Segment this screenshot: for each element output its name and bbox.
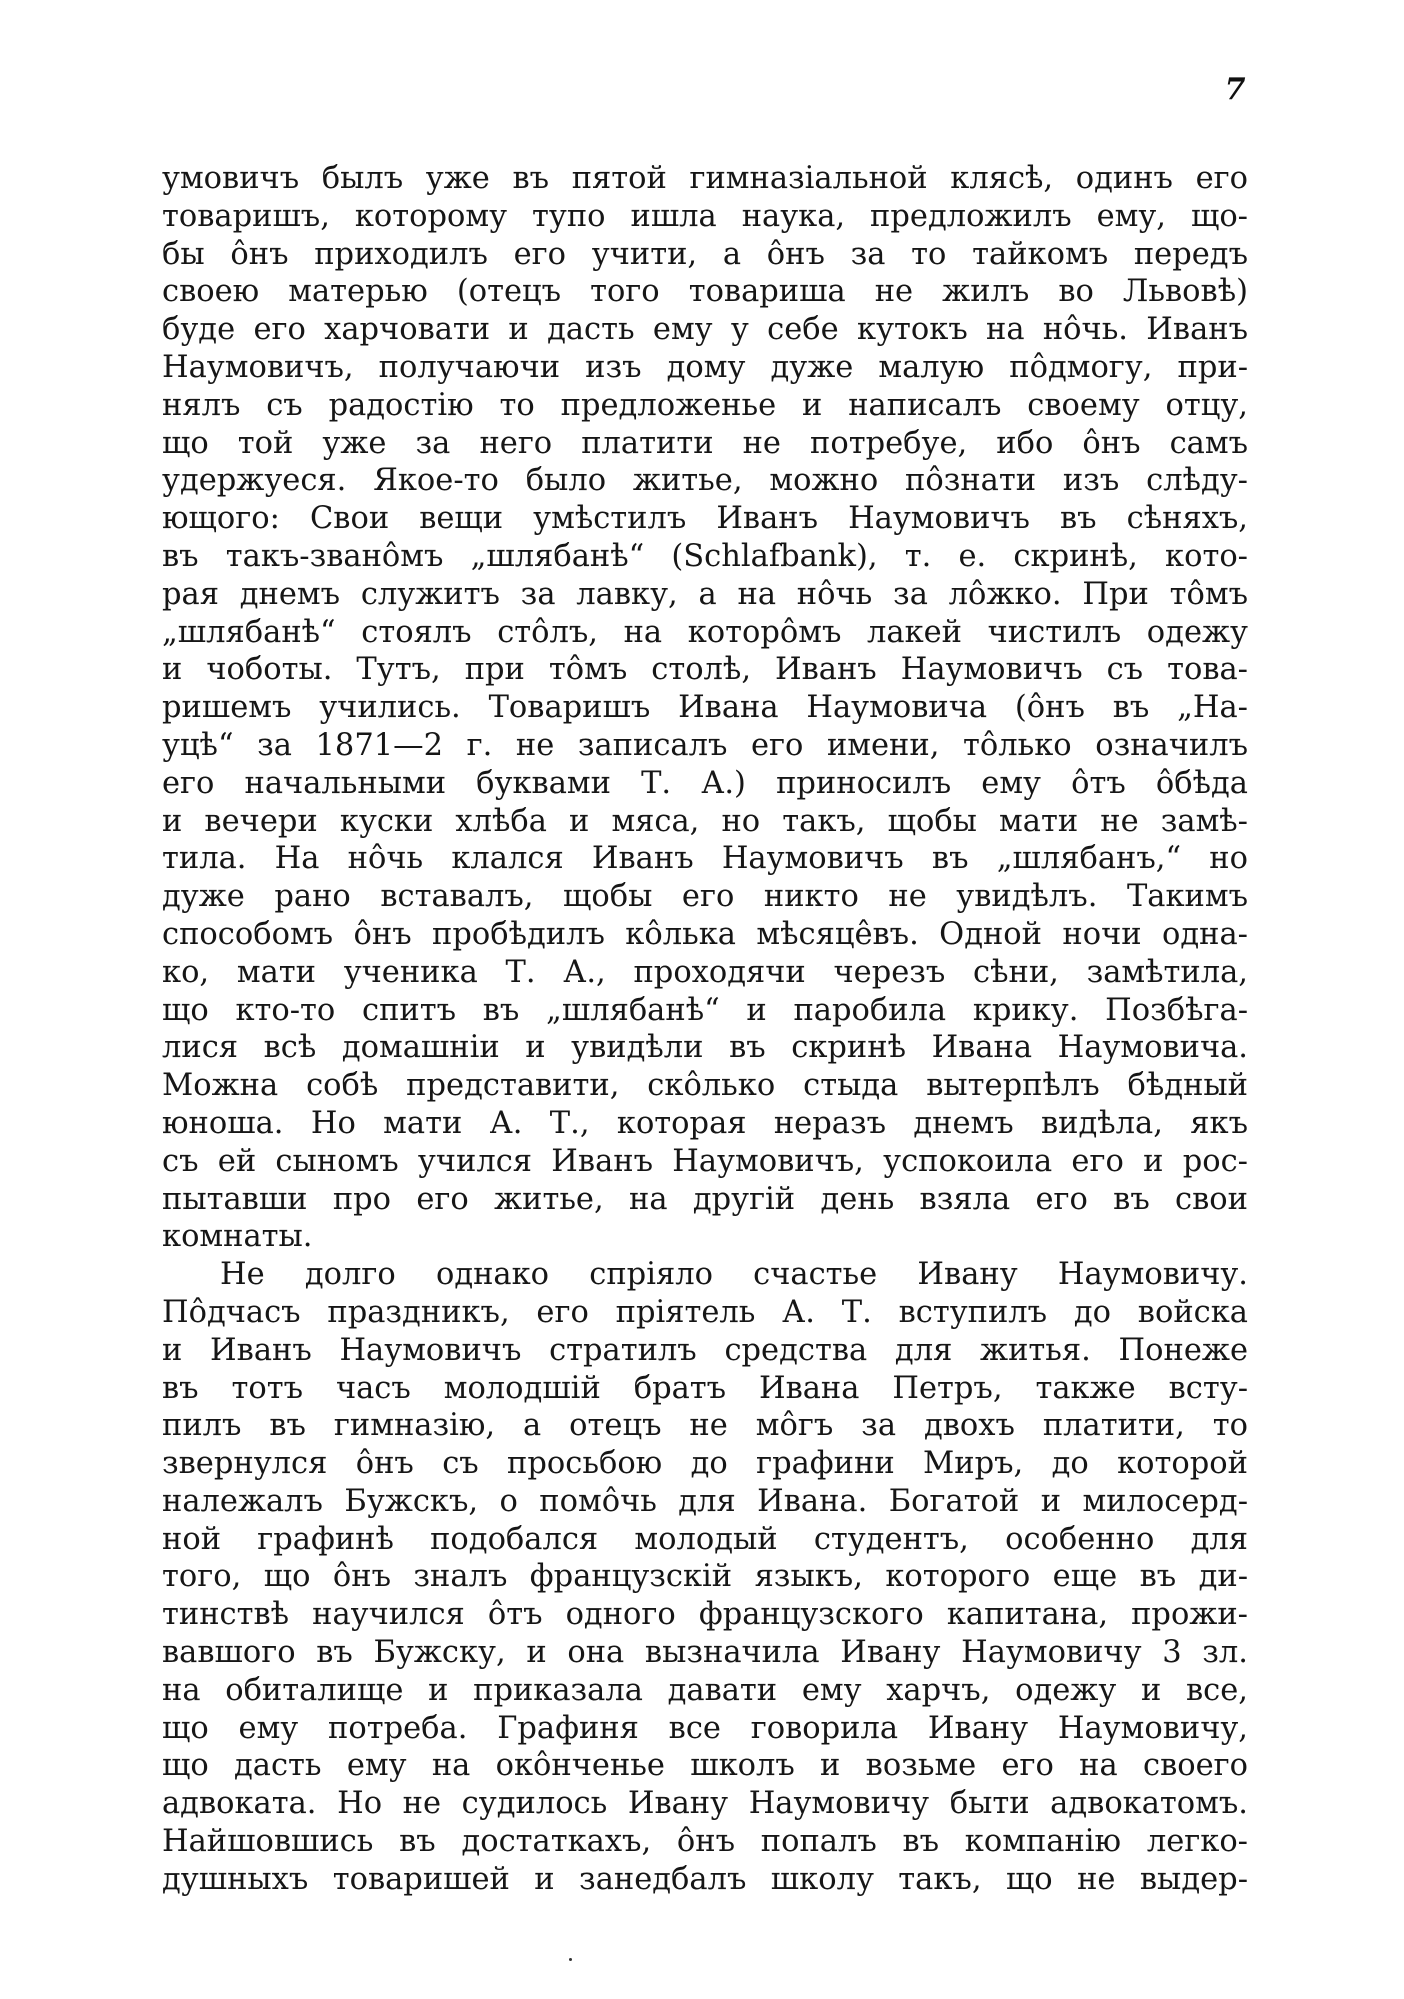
text-line: належалъ Бужскъ, о помôчь для Ивана. Богатой и милосерд-	[162, 1483, 1248, 1519]
text-line: въ такъ-званôмъ „шлябанѣ“ (Schlafbank), т. е. скринѣ, кото-	[162, 538, 1248, 574]
text-line: звернулся ôнъ съ просьбою до графини Миръ, до которой	[162, 1446, 1248, 1482]
text-line: що той уже за него платити не потребуе, ибо ôнъ самъ	[162, 425, 1248, 461]
paragraph-end-line: комнаты.	[162, 1219, 313, 1255]
text-line: и Иванъ Наумовичъ стратилъ средства для житья. Понеже	[162, 1332, 1248, 1368]
text-line: Можна собѣ представити, скôлько стыда вытерпѣлъ бѣдный	[162, 1068, 1248, 1104]
page-number: 7	[1224, 72, 1246, 107]
text-line: що дасть ему на окôнченье школъ и возьме его на своего	[162, 1748, 1248, 1784]
body-text	[162, 160, 1248, 1899]
text-line: „шлябанѣ“ стоялъ стôлъ, на которôмъ лакей чистилъ одежу	[162, 614, 1248, 650]
text-line: тинствѣ научился ôтъ одного французского капитана, прожи-	[162, 1597, 1248, 1633]
text-line: въ тотъ часъ молодшій братъ Ивана Петръ, также всту-	[162, 1370, 1248, 1406]
text-line: нялъ съ радостію то предложенье и написалъ своему отцу,	[162, 387, 1248, 423]
text-line: душныхъ товаришей и занедбалъ школу такъ, що не выдер-	[162, 1861, 1248, 1897]
text-line: Найшовшись въ достаткахъ, ôнъ попалъ въ компанію легко-	[162, 1824, 1248, 1860]
text-line: буде его харчовати и дасть ему у себе кутокъ на нôчь. Иванъ	[162, 312, 1248, 348]
text-line: товаришъ, которому тупо ишла наука, предложилъ ему, що-	[162, 198, 1248, 234]
text-line: юноша. Но мати А. Т., которая неразъ днемъ видѣла, якъ	[162, 1105, 1248, 1141]
text-line: его начальными буквами Т. А.) приносилъ ему ôтъ ôбѣда	[162, 765, 1248, 801]
text-line: способомъ ôнъ пробѣдилъ кôлька мѣсяцêвъ. Одной ночи одна-	[162, 916, 1248, 952]
text-line: що ему потреба. Графиня все говорила Ивану Наумовичу,	[162, 1710, 1248, 1746]
text-line: що кто-то спитъ въ „шлябанѣ“ и паробила крику. Позбѣга-	[162, 992, 1248, 1028]
text-line: пилъ въ гимназію, а отецъ не мôгъ за двохъ платити, то	[162, 1408, 1248, 1444]
text-line: своею матерью (отецъ того товариша не жилъ во Львовѣ)	[162, 274, 1248, 310]
text-line: Пôдчасъ праздникъ, его пріятель А. Т. вступилъ до войска	[162, 1294, 1248, 1330]
text-line: съ ей сыномъ учился Иванъ Наумовичъ, успокоила его и рос-	[162, 1143, 1248, 1179]
text-line: удержуеся. Якое-то было житье, можно пôзнати изъ слѣду-	[162, 463, 1248, 499]
text-line: рая днемъ служитъ за лавку, а на нôчь за лôжко. При тôмъ	[162, 576, 1248, 612]
text-line: и вечери куски хлѣба и мяса, но такъ, щобы мати не замѣ-	[162, 803, 1248, 839]
text-line: ко, мати ученика Т. А., проходячи черезъ сѣни, замѣтила,	[162, 954, 1248, 990]
text-line: адвоката. Но не судилось Ивану Наумовичу быти адвокатомъ.	[162, 1786, 1248, 1822]
text-line: тила. На нôчь клался Иванъ Наумовичъ въ „шлябанъ,“ но	[162, 841, 1248, 877]
text-line: ной графинѣ подобался молодый студентъ, особенно для	[162, 1521, 1248, 1557]
text-line: лися всѣ домашніи и увидѣли въ скринѣ Ивана Наумовича.	[162, 1030, 1248, 1066]
text-line: пытавши про его житье, на другій день взяла его въ свои	[162, 1181, 1248, 1217]
text-line: ришемъ учились. Товаришъ Ивана Наумовича (ôнъ въ „На-	[162, 690, 1248, 726]
text-line: ющого: Свои вещи умѣстилъ Иванъ Наумовичъ въ сѣняхъ,	[162, 501, 1248, 537]
text-line: дуже рано вставалъ, щобы его никто не увидѣлъ. Такимъ	[162, 879, 1248, 915]
text-line: Наумовичъ, получаючи изъ дому дуже малую пôдмогу, при-	[162, 349, 1248, 385]
paragraph-start-line: Не долго однако спріяло счастье Ивану Наумовичу.	[220, 1257, 1248, 1293]
text-line: того, що ôнъ зналъ французскій языкъ, которого еще въ ди-	[162, 1559, 1248, 1595]
text-line: умовичъ былъ уже въ пятой гимназіальной клясѣ, одинъ его	[162, 161, 1248, 196]
text-line: вавшого въ Бужску, и она вызначила Ивану Наумовичу 3 зл.	[162, 1635, 1248, 1671]
print-speck	[569, 1958, 572, 1961]
text-line: и чоботы. Тутъ, при тôмъ столѣ, Иванъ Наумовичъ съ това-	[162, 652, 1248, 688]
text-line: на обиталище и приказала давати ему харчъ, одежу и все,	[162, 1672, 1248, 1708]
text-line: уцѣ“ за 1871—2 г. не записалъ его имени, тôлько означилъ	[162, 727, 1248, 763]
text-line: бы ôнъ приходилъ его учити, а ôнъ за то тайкомъ передъ	[162, 236, 1248, 272]
